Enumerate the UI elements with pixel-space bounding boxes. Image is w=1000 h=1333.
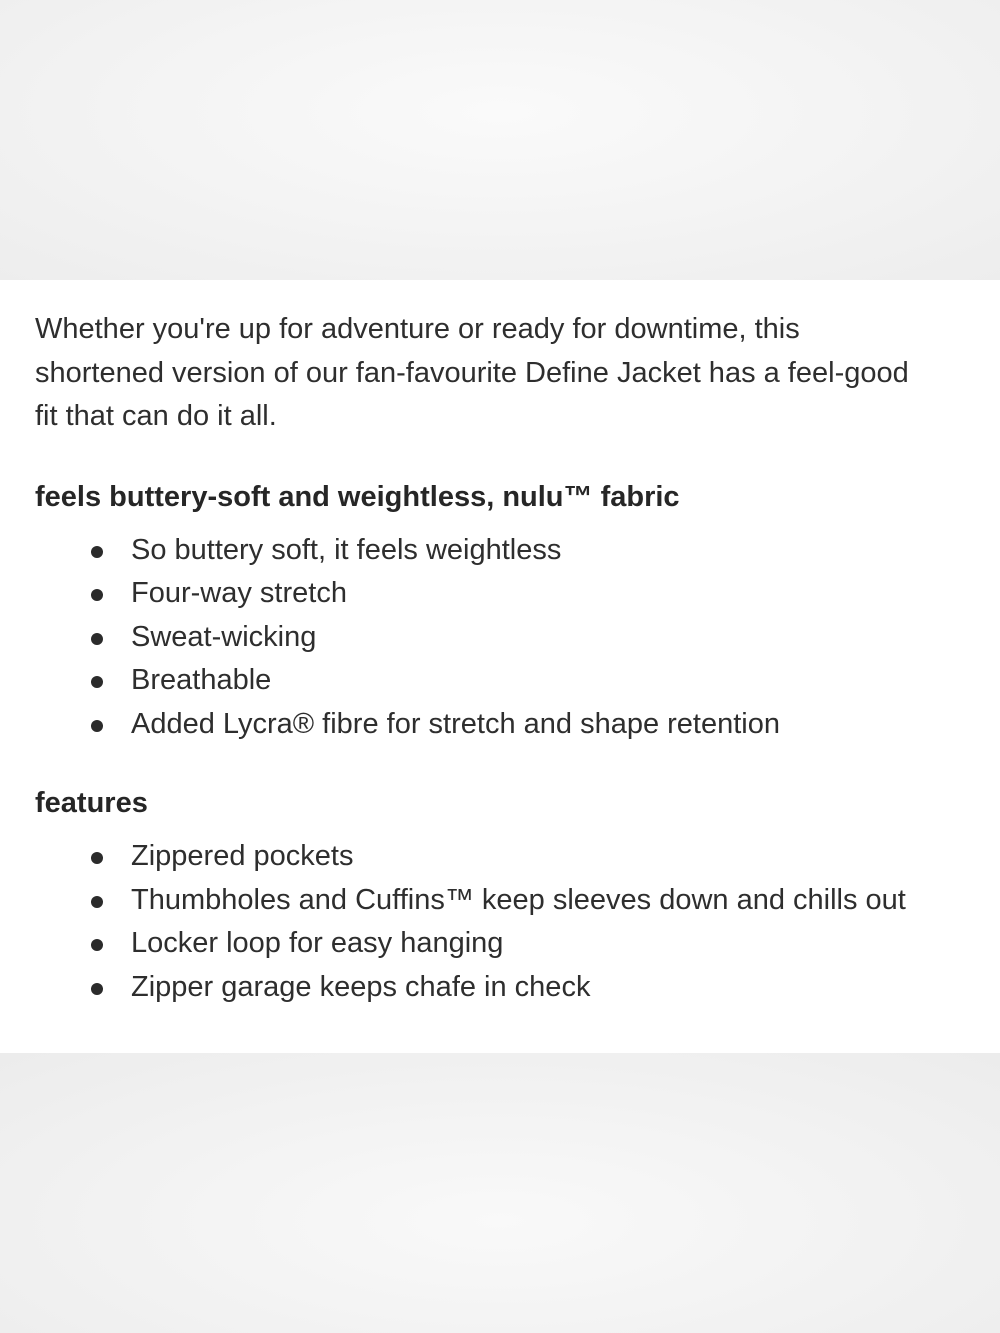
features-heading: features	[35, 787, 148, 819]
list-item	[35, 572, 1000, 616]
bullet-icon	[91, 852, 103, 864]
bullet-icon	[91, 633, 103, 645]
bullet-icon	[91, 720, 103, 732]
bullet-icon	[91, 983, 103, 995]
list-item-text: Sweat-wicking	[131, 620, 317, 653]
list-item	[35, 922, 1000, 966]
top-image-area	[0, 0, 1000, 280]
bottom-image-area	[0, 1053, 1000, 1333]
list-item-text: Locker loop for easy hanging	[131, 927, 504, 959]
bullet-icon	[91, 546, 103, 558]
features-list	[35, 835, 1000, 1009]
bullet-icon	[91, 896, 103, 908]
bullet-icon	[91, 589, 103, 601]
bullet-icon	[91, 676, 103, 688]
list-item	[35, 835, 1000, 879]
list-item-text: Zipper garage keeps chafe in check	[131, 970, 591, 1003]
fabric-heading: feels buttery-soft and weightless, nulu™ fabric	[35, 480, 680, 513]
bullet-icon	[91, 939, 103, 951]
product-description	[0, 280, 1000, 1053]
list-item	[35, 879, 1000, 923]
list-item-text: Thumbholes and Cuffins™ keep sleeves down and chills out	[131, 883, 906, 916]
list-item	[35, 616, 1000, 660]
fabric-list	[35, 529, 1000, 747]
list-item-text: Zippered pockets	[131, 840, 354, 872]
list-item	[35, 703, 1000, 747]
list-item	[35, 659, 1000, 703]
list-item	[35, 966, 1000, 1010]
list-item	[35, 529, 1000, 573]
intro-paragraph: Whether you're up for adventure or ready for downtime, this shortened version of our fan-favourite Define Jacket has a feel-good fit that can do it all.	[35, 313, 909, 432]
list-item-text: Breathable	[131, 664, 272, 696]
list-item-text: Added Lycra® fibre for stretch and shape retention	[131, 707, 781, 740]
list-item-text: So buttery soft, it feels weightless	[131, 533, 562, 566]
list-item-text: Four-way stretch	[131, 577, 347, 609]
